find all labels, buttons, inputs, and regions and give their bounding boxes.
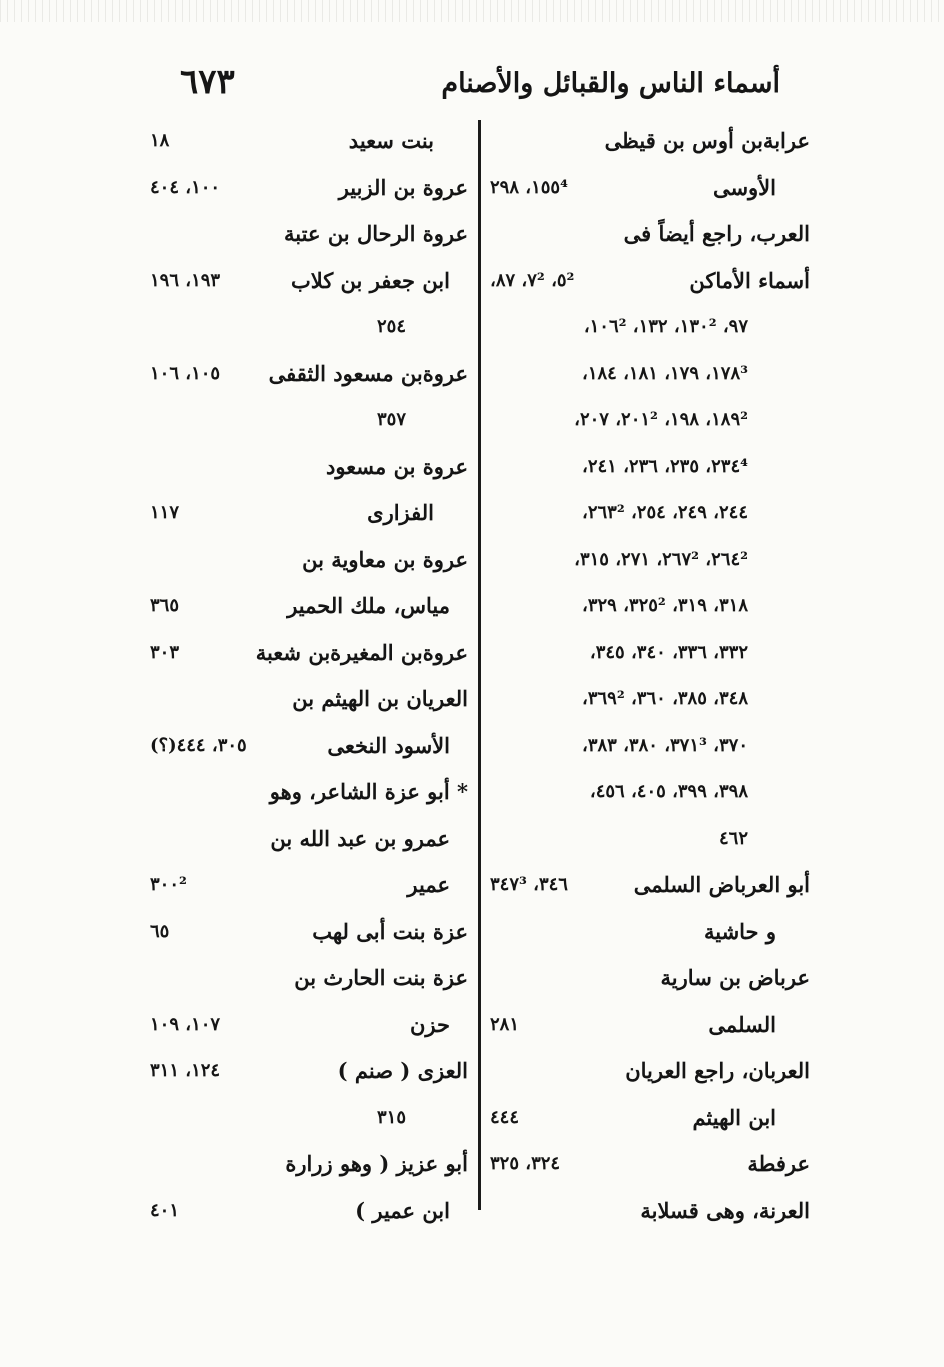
entry-pages: ٣٤٨، ٣٨٥، ٣٦٠، ٣٦٩²، (582, 688, 748, 709)
entry-pages: ٣١٨، ٣١٩، ٣٢٥²، ٣٢٩، (582, 595, 748, 616)
index-entry (490, 822, 810, 869)
entry-name: العرنة، وهى قسلابة (640, 1197, 810, 1223)
index-entry (150, 775, 468, 822)
entry-name: عروة بن مسعود (325, 453, 468, 479)
entry-pages: ٢٨١ (490, 1013, 520, 1035)
index-entry (490, 217, 810, 264)
index-entry (490, 543, 810, 590)
index-entry (150, 1101, 468, 1148)
entry-pages: ٣٧٠، ٣٧١³، ٣٨٠، ٣٨٣، (582, 734, 748, 756)
column-divider (478, 120, 481, 1210)
index-entry (490, 403, 810, 450)
index-entry (490, 589, 810, 636)
entry-pages: ١٥٥⁴، ٢٩٨ (490, 176, 568, 198)
entry-name: العزى ( صنم ) (337, 1058, 468, 1083)
index-entry (150, 124, 468, 171)
entry-pages: ١٠٧، ١٠٩ (150, 1013, 221, 1035)
index-entry (150, 1194, 468, 1241)
index-entry (490, 915, 810, 962)
index-entry (490, 1008, 810, 1055)
entry-pages: ١١٧ (150, 502, 180, 523)
entry-pages: ١٨٩²، ١٩٨، ٢٠١²، ٢٠٧، (574, 409, 748, 430)
index-entry (150, 264, 468, 311)
scan-noise (0, 0, 944, 22)
index-entry (490, 310, 810, 357)
entry-name: أبو العرباض السلمى (633, 872, 810, 897)
entry-pages: ١٢٤، ٣١١ (150, 1060, 221, 1081)
entry-name: عرفطة (747, 1151, 810, 1176)
index-entry (490, 1101, 810, 1148)
index-entry (150, 636, 468, 683)
index-entry (490, 124, 810, 171)
entry-name: عزة بنت أبى لهب (312, 918, 468, 944)
running-title: أسماء الناس والقبائل والأصنام (441, 68, 780, 99)
entry-name: عروة بن معاوية بن (302, 546, 468, 572)
page-number: ٦٧٣ (180, 62, 235, 102)
entry-pages: ٣٤٦، ٣٤٧³ (490, 874, 568, 895)
index-entry (150, 450, 468, 497)
index-entry (490, 357, 810, 404)
page-header (180, 62, 780, 112)
index-entry (490, 496, 810, 543)
entry-name: ابن الهيثم (692, 1104, 776, 1130)
entry-pages: ٣٠٣ (150, 641, 180, 663)
entry-name: العرب، راجع أيضاً فى (623, 221, 810, 246)
index-entry (490, 775, 810, 822)
index-column-left (150, 124, 468, 1240)
index-entry (490, 450, 810, 497)
index-entry (490, 1147, 810, 1194)
entry-name: عزة بنت الحارث بن (294, 965, 468, 990)
entry-pages: ٢٣٤⁴، ٢٣٥، ٢٣٦، ٢٤١، (582, 455, 748, 477)
index-entry (490, 868, 810, 915)
entry-pages: ٣٢٤، ٣٢٥ (490, 1153, 561, 1174)
entry-pages: ٩٧، ١٣٠²، ١٣٢، ١٠٦²، (583, 316, 748, 337)
entry-pages: ٣٠٠² (150, 874, 187, 895)
index-entry (150, 822, 468, 869)
entry-name: العربان، راجع العريان (625, 1058, 810, 1083)
index-entry (150, 543, 468, 590)
entry-pages: ٥²، ٧²، ٨٧، (490, 269, 575, 291)
entry-name: مياس، ملك الحمير (287, 593, 450, 618)
index-entry (490, 636, 810, 683)
index-entry (150, 961, 468, 1008)
entry-name: عروة الرحال بن عتبة (284, 221, 468, 246)
entry-name: أبو عزيز ( وهو زرارة (285, 1151, 468, 1176)
index-entry (490, 1054, 810, 1101)
entry-name: عمرو بن عبد الله بن (270, 825, 450, 851)
entry-pages: ٣٥٧ (376, 409, 406, 430)
entry-pages: ٣١٥ (376, 1106, 406, 1128)
entry-pages: ٢٦٤²، ٢٦٧²، ٢٧١، ٣١٥، (574, 548, 748, 570)
entry-pages: ٣٦٥ (150, 595, 180, 616)
entry-name: عرابةبن أوس بن قيظى (604, 128, 810, 153)
index-entry (150, 357, 468, 404)
entry-name: عرباض بن سارية (660, 965, 810, 990)
entry-name: عمير (407, 872, 450, 897)
index-entry (150, 310, 468, 357)
index-column-right (490, 124, 810, 1240)
entry-name: السلمى (708, 1011, 776, 1037)
index-entry (150, 1054, 468, 1101)
index-entry (150, 589, 468, 636)
entry-pages: ٢٤٤، ٢٤٩، ٢٥٤، ٢٦٣²، (582, 502, 748, 523)
index-entry (150, 729, 468, 776)
index-entry (150, 915, 468, 962)
entry-pages: ١٠٠، ٤٠٤ (150, 176, 221, 198)
entry-name: حزن (410, 1011, 450, 1037)
index-entry (150, 1008, 468, 1055)
entry-name: بنت سعيد (348, 128, 434, 153)
entry-name: الفزارى (367, 500, 434, 525)
entry-name: عروةبن مسعود الثقفى (268, 360, 468, 386)
entry-name: ابن عمير ) (355, 1197, 450, 1223)
entry-pages: ١٩٣، ١٩٦ (150, 269, 221, 291)
entry-pages: ٦٥ (150, 920, 170, 942)
entry-pages: ١٨ (150, 130, 170, 151)
entry-name: عروةبن المغيرةبن شعبة (255, 639, 468, 665)
index-entry (150, 868, 468, 915)
index-entry (150, 1147, 468, 1194)
entry-name: أسماء الأماكن (689, 267, 810, 293)
entry-name: العريان بن الهيثم بن (292, 686, 468, 711)
entry-pages: ٤٦٢ (718, 827, 748, 849)
index-entry (490, 264, 810, 311)
index-entry (490, 961, 810, 1008)
entry-pages: ١٠٥، ١٠٦ (150, 362, 221, 384)
index-entry (490, 682, 810, 729)
index-entry (150, 496, 468, 543)
index-entry (150, 217, 468, 264)
entry-pages: ٣٣٢، ٣٣٦، ٣٤٠، ٣٤٥، (589, 641, 748, 663)
entry-name: * أبو عزة الشاعر، وهو (269, 779, 468, 804)
entry-pages: ١٧٨³، ١٧٩، ١٨١، ١٨٤، (582, 362, 748, 384)
entry-name: ابن جعفر بن كلاب (290, 267, 450, 293)
entry-pages: ٢٥٤ (376, 316, 406, 337)
index-entry (490, 729, 810, 776)
index-entry (150, 171, 468, 218)
index-entry (150, 682, 468, 729)
entry-name: عروة بن الزبير (338, 174, 468, 200)
entry-pages: ٤٤٤ (490, 1106, 520, 1128)
index-entry (150, 403, 468, 450)
entry-name: و حاشية (703, 918, 776, 944)
entry-name: الأوسى (712, 174, 776, 200)
entry-name: الأسود النخعى (327, 732, 450, 758)
entry-pages: ٤٠١ (150, 1199, 180, 1221)
index-entry (490, 1194, 810, 1241)
entry-pages: ٣٩٨، ٣٩٩، ٤٠٥، ٤٥٦، (589, 781, 748, 802)
entry-pages: ٣٠٥، ٤٤٤(؟) (150, 734, 247, 756)
index-entry (490, 171, 810, 218)
